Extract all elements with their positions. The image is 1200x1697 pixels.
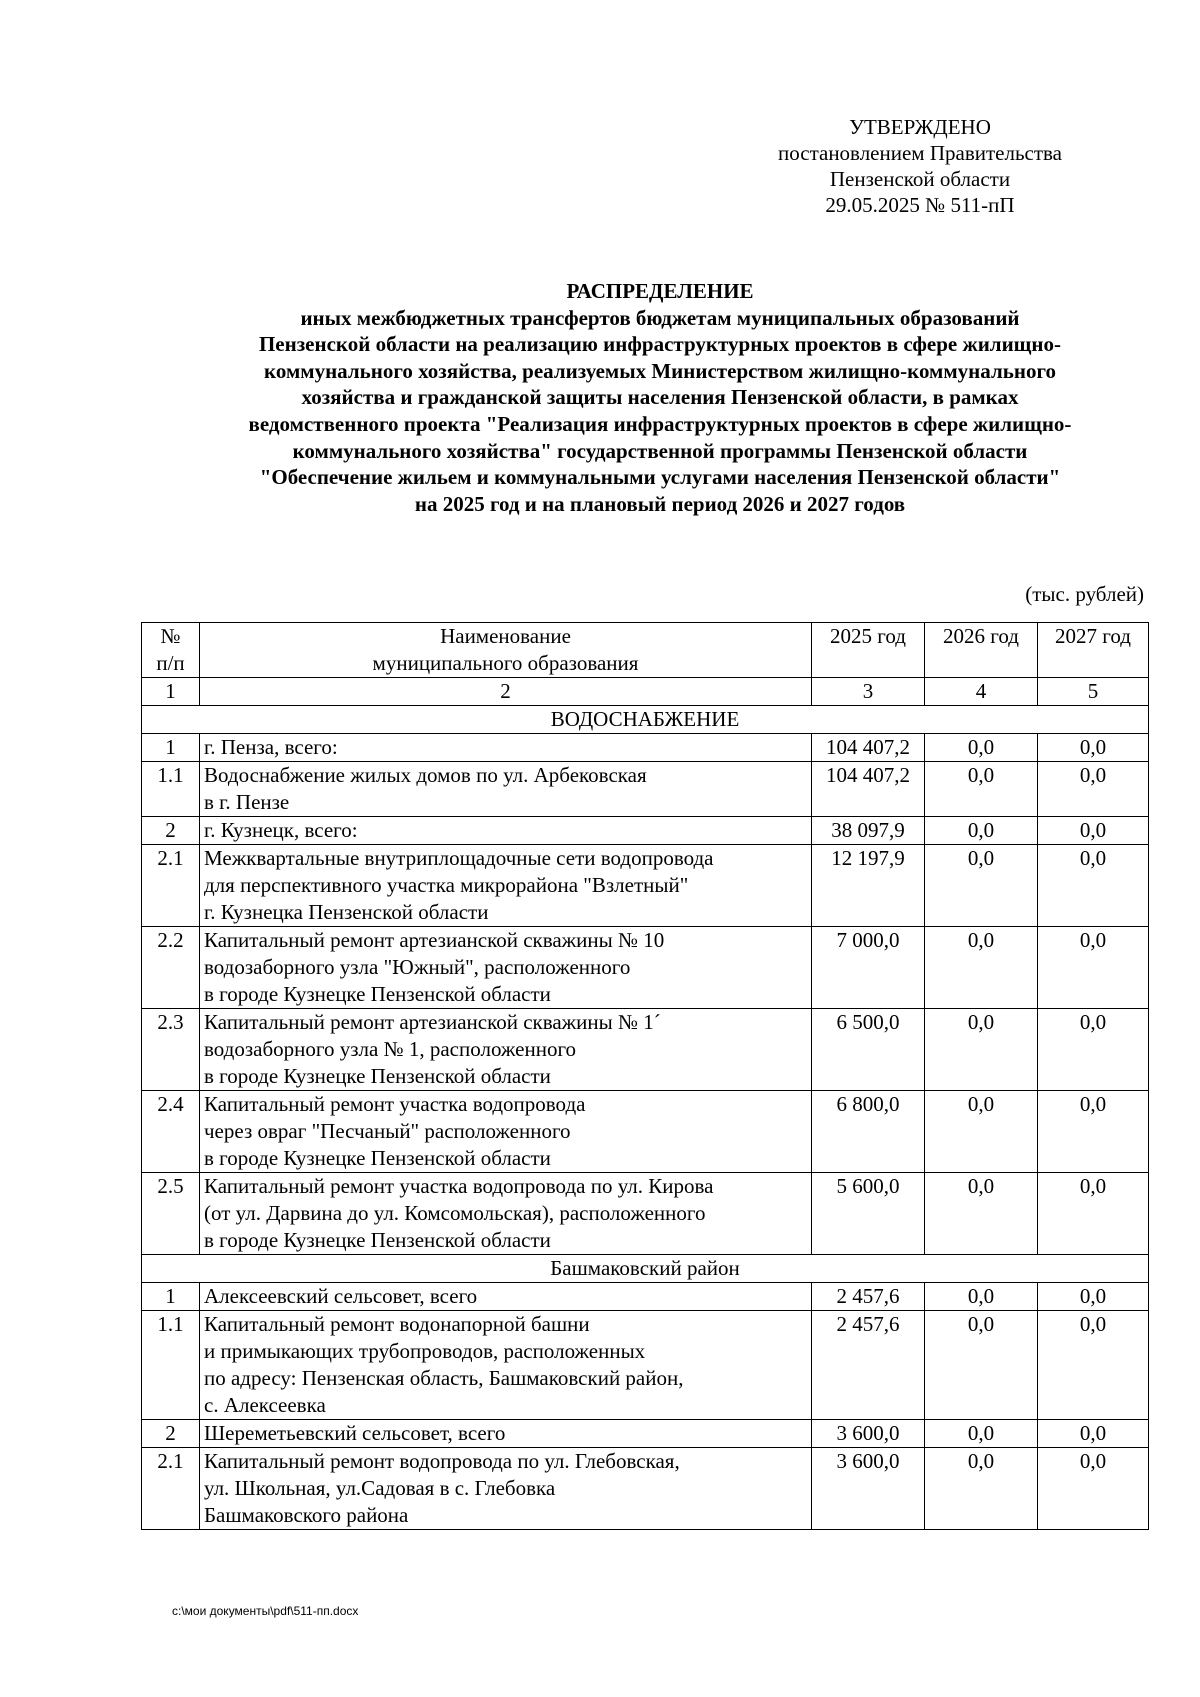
value-2026: 0,0	[925, 845, 1038, 927]
row-number: 1.1	[142, 762, 200, 817]
value-2027: 0,0	[1038, 734, 1149, 762]
municipality-name: Капитальный ремонт участка водопровода по ул. Кирова (от ул. Дарвина до ул. Комсомольская), расположенного в городе Кузнецке Пензенской области	[200, 1173, 812, 1255]
value-2025: 2 457,6	[812, 1283, 925, 1311]
row-number: 2	[142, 817, 200, 845]
title-line: ведомственного проекта "Реализация инфраструктурных проектов в сфере жилищно-	[248, 411, 1072, 436]
row-number: 2	[142, 1420, 200, 1448]
table-row	[142, 845, 1149, 927]
value-2027: 0,0	[1038, 1009, 1149, 1091]
approval-line-decree: постановлением Правительства	[777, 141, 1062, 165]
value-2026: 0,0	[925, 817, 1038, 845]
value-2026: 0,0	[925, 1420, 1038, 1448]
approval-stamp	[740, 114, 1100, 218]
header-number: № п/п	[142, 623, 200, 678]
row-number: 1.1	[142, 1311, 200, 1420]
value-2025: 3 600,0	[812, 1448, 925, 1530]
value-2027: 0,0	[1038, 817, 1149, 845]
row-number: 2.5	[142, 1173, 200, 1255]
value-2026: 0,0	[925, 1173, 1038, 1255]
value-2025: 12 197,9	[812, 845, 925, 927]
section-title: Башмаковский район	[142, 1255, 1149, 1283]
title-line: на 2025 год и на плановый период 2026 и 2027 годов	[414, 491, 906, 516]
municipality-name: Межквартальные внутриплощадочные сети водопровода для перспективного участка микрорайона "Взлетный" г. Кузнецка Пензенской области	[200, 845, 812, 927]
units-label: (тыс. рублей)	[1025, 582, 1144, 606]
table-row	[142, 1091, 1149, 1173]
municipality-name: г. Кузнецк, всего:	[200, 817, 812, 845]
table-row	[142, 1283, 1149, 1311]
value-2027: 0,0	[1038, 927, 1149, 1009]
value-2026: 0,0	[925, 927, 1038, 1009]
municipality-name: Капитальный ремонт участка водопровода через овраг "Песчаный" расположенного в городе Кузнецке Пензенской области	[200, 1091, 812, 1173]
title-line: Пензенской области на реализацию инфраструктурных проектов в сфере жилищно-	[258, 332, 1062, 357]
value-2027: 0,0	[1038, 1420, 1149, 1448]
distribution-table	[141, 622, 1149, 1530]
municipality-name: Капитальный ремонт артезианской скважины № 10 водозаборного узла "Южный", расположенного в городе Кузнецке Пензенской области	[200, 927, 812, 1009]
title-line: коммунального хозяйства, реализуемых Министерством жилищно-коммунального	[264, 358, 1056, 383]
column-index: 5	[1038, 678, 1149, 706]
title-heading: РАСПРЕДЕЛЕНИЕ	[566, 279, 754, 303]
header-2025: 2025 год	[812, 623, 925, 678]
table-row	[142, 1420, 1149, 1448]
row-number: 1	[142, 734, 200, 762]
value-2025: 2 457,6	[812, 1311, 925, 1420]
column-index-row	[142, 678, 1149, 706]
table-row	[142, 762, 1149, 817]
value-2027: 0,0	[1038, 1173, 1149, 1255]
value-2027: 0,0	[1038, 762, 1149, 817]
header-2026: 2026 год	[925, 623, 1038, 678]
value-2025: 7 000,0	[812, 927, 925, 1009]
row-number: 2.1	[142, 1448, 200, 1530]
value-2026: 0,0	[925, 1283, 1038, 1311]
row-number: 2.2	[142, 927, 200, 1009]
section-row	[142, 706, 1149, 734]
municipality-name: Шереметьевский сельсовет, всего	[200, 1420, 812, 1448]
municipality-name: Водоснабжение жилых домов по ул. Арбековская в г. Пензе	[200, 762, 812, 817]
value-2026: 0,0	[925, 1448, 1038, 1530]
value-2025: 3 600,0	[812, 1420, 925, 1448]
column-index: 2	[200, 678, 812, 706]
table-row	[142, 927, 1149, 1009]
row-number: 2.4	[142, 1091, 200, 1173]
municipality-name: Капитальный ремонт артезианской скважины № 1ˊ водозаборного узла № 1, расположенного в городе Кузнецке Пензенской области	[200, 1009, 812, 1091]
document-title	[130, 278, 1190, 517]
file-path-footer: c:\мои документы\pdf\511-пп.docx	[172, 1604, 359, 1618]
table-body	[142, 706, 1149, 1530]
table-header-row	[142, 623, 1149, 678]
row-number: 2.3	[142, 1009, 200, 1091]
value-2025: 6 500,0	[812, 1009, 925, 1091]
value-2026: 0,0	[925, 1009, 1038, 1091]
column-index: 4	[925, 678, 1038, 706]
value-2026: 0,0	[925, 734, 1038, 762]
section-row	[142, 1255, 1149, 1283]
column-index: 1	[142, 678, 200, 706]
value-2026: 0,0	[925, 1091, 1038, 1173]
value-2027: 0,0	[1038, 845, 1149, 927]
header-2027: 2027 год	[1038, 623, 1149, 678]
municipality-name: Капитальный ремонт водонапорной башни и примыкающих трубопроводов, расположенных по адресу: Пензенская область, Башмаковский район, с. Алексеевка	[200, 1311, 812, 1420]
title-line: хозяйства и гражданской защиты населения Пензенской области, в рамках	[301, 385, 1019, 410]
title-line: коммунального хозяйства" государственной программы Пензенской области	[292, 438, 1028, 463]
value-2025: 104 407,2	[812, 734, 925, 762]
approval-line-region: Пензенской области	[829, 167, 1011, 191]
title-line: "Обеспечение жильем и коммунальными услугами населения Пензенской области"	[259, 465, 1061, 490]
header-municipality: Наименование муниципального образования	[200, 623, 812, 678]
value-2026: 0,0	[925, 1311, 1038, 1420]
approval-title: УТВЕРЖДЕНО	[849, 115, 991, 139]
section-title: ВОДОСНАБЖЕНИЕ	[142, 706, 1149, 734]
table-row	[142, 734, 1149, 762]
value-2026: 0,0	[925, 762, 1038, 817]
value-2025: 6 800,0	[812, 1091, 925, 1173]
municipality-name: Алексеевский сельсовет, всего	[200, 1283, 812, 1311]
column-index: 3	[812, 678, 925, 706]
municipality-name: г. Пенза, всего:	[200, 734, 812, 762]
row-number: 2.1	[142, 845, 200, 927]
municipality-name: Капитальный ремонт водопровода по ул. Глебовская, ул. Школьная, ул.Садовая в с. Глебовка Башмаковского района	[200, 1448, 812, 1530]
value-2027: 0,0	[1038, 1311, 1149, 1420]
title-line: иных межбюджетных трансфертов бюджетам муниципальных образований	[300, 305, 1020, 330]
row-number: 1	[142, 1283, 200, 1311]
value-2025: 5 600,0	[812, 1173, 925, 1255]
approval-date-number: 29.05.2025 № 511-пП	[825, 193, 1015, 217]
value-2025: 104 407,2	[812, 762, 925, 817]
table-row	[142, 1173, 1149, 1255]
value-2025: 38 097,9	[812, 817, 925, 845]
value-2027: 0,0	[1038, 1091, 1149, 1173]
table-row	[142, 1448, 1149, 1530]
value-2027: 0,0	[1038, 1283, 1149, 1311]
value-2027: 0,0	[1038, 1448, 1149, 1530]
table-row	[142, 1311, 1149, 1420]
table-row	[142, 1009, 1149, 1091]
table-row	[142, 817, 1149, 845]
